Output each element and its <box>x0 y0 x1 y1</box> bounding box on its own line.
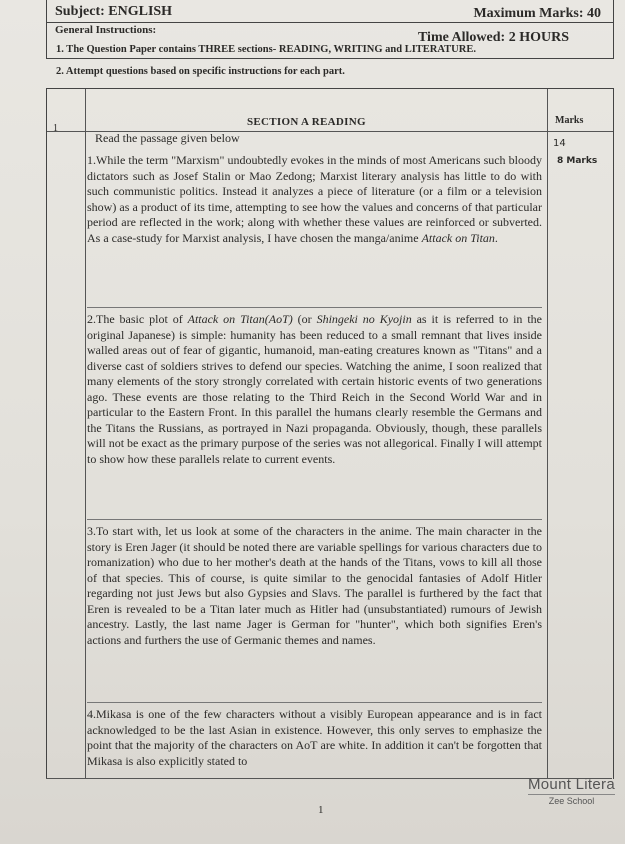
p2-text-b: (or <box>292 312 317 326</box>
page-number: 1 <box>318 804 324 816</box>
column-divider-marks <box>547 89 548 779</box>
instruction-2: 2. Attempt questions based on specific instructions for each part. <box>56 66 345 77</box>
column-divider-qnum <box>85 89 86 779</box>
marks-note: 8 Marks <box>557 156 598 166</box>
passage-paragraph-1 <box>87 153 542 246</box>
passage-paragraph-3 <box>87 519 542 648</box>
passage-paragraph-2 <box>87 307 542 467</box>
p4-text: 4.Mikasa is one of the few characters without a visibly European appearance and is in fact acknowledged to be the last Asian in existence. However, this only serves to emphasize the point that the majority of the characters on AoT are white. In addition it can't be forgotten that Mikasa is also explicitly stated to <box>87 707 542 768</box>
section-a-table <box>46 88 614 779</box>
header-row-subject <box>47 0 613 23</box>
passage-paragraph-4 <box>87 702 542 769</box>
max-marks-label: Maximum Marks: 40 <box>473 6 601 21</box>
p1-end: . <box>494 230 498 245</box>
logo-main-text: Mount Litera <box>528 776 615 793</box>
p1-text: 1.While the term "Marxism" undoubtedly evokes in the minds of most Americans such bloody dictators such as Josef Stalin or Mao Zedong; Marxist literary analysis has little to do with such communistic politics. Instead it analyzes a piece of literature (or a film or a television show) as a product of its time, attempting to see how the values and concerns of that particular period are reflected in the work; along with whether these values are reinforced or subverted. As a case-study for Marxist analysis, I have chosen the manga/anime <box>87 153 542 245</box>
time-allowed-label: Time Allowed: 2 HOURS <box>417 30 569 45</box>
logo-sub-text: Zee School <box>528 794 615 806</box>
section-title: SECTION A READING <box>247 116 366 128</box>
p2-text-a: 2.The basic plot of <box>87 312 188 326</box>
general-instructions-title: General Instructions: <box>55 24 157 36</box>
p3-text: 3.To start with, let us look at some of the characters in the anime. The main character in the story is Eren Jager (it should be noted there are variable spellings for various characters due to romanization) who due to her mother's death at the hands of the Titans, vows to kill all those of that species. This of course, is quite similar to the genocidal fantasies of Adolf Hitler regarding not just Jews but also Gypsies and Slavs. The parallel is furthered by the fact that Eren is revealed to be a Titan later much as Hitler had (unsubstantiated) rumours of Jewish ancestry. Lastly, the last name Jager is German for "hunter", which both signifies Eren's actions and furthers the use of Germanic themes and names. <box>87 524 542 647</box>
marks-value: 14 <box>553 138 566 149</box>
question-number: 1 <box>53 123 58 134</box>
instruction-1: 1. The Question Paper contains THREE sections- READING, WRITING and LITERATURE. <box>56 44 476 55</box>
marks-column-header: Marks <box>555 115 584 126</box>
p1-title: Attack on Titan <box>421 230 495 245</box>
p2-text-c: as it is referred to in the original Japanese) is simple: humanity has been reduced to a small remnant that lives inside walled areas out of fear of gigantic, humanoid, man-eating creatures known as "Titans" and a diverse cast of soldiers strives to defend our species. Watching the anime, I soon realized that many elements of the story strongly correlated with certain historic events of two generations ago. These events are those relating to the Third Reich in the Second World War and in particular to the Eastern Front. In this parallel the humans clearly resemble the Germans and the Titans the Russians, as portrayed in Nazi propaganda. Obviously, though, these parallels will not be exact as the primary purpose of the series was not allegorical. Finally I will attempt to show how these parallels relate to current events. <box>87 312 542 466</box>
school-logo <box>528 776 615 806</box>
p2-title-jp: Shingeki no Kyojin <box>316 312 412 326</box>
question-prompt: Read the passage given below <box>95 131 240 145</box>
p2-title: Attack on Titan(AoT) <box>187 312 293 326</box>
subject-label: Subject: ENGLISH <box>55 4 173 19</box>
